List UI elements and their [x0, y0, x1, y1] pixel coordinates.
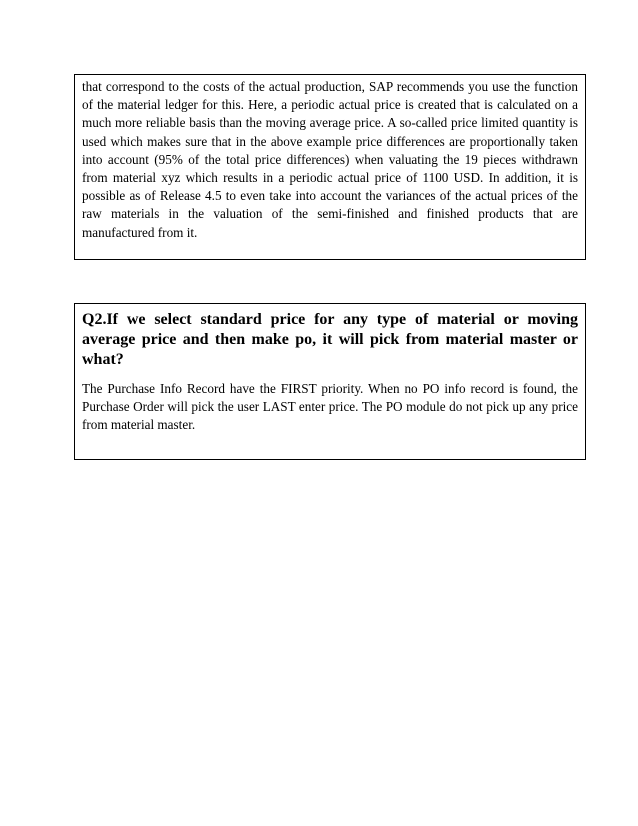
continuation-paragraph: that correspond to the costs of the actual production, SAP recommends you use the function of the material ledger for this. Here, a periodic actual price is created that is calculated on a much more reliable basis than the moving average price. A so-called price limited quantity is used which makes sure that in the above example price differences are proportionally taken into account (95% of the total price differences) when valuating the 19 pieces withdrawn from material xyz which results in a periodic actual price of 1100 USD. In addition, it is possible as of Release 4.5 to even take into account the variances of the actual prices of the raw materials in the valuation of the semi-finished and finished products that are manufactured from it.	[82, 79, 578, 240]
answer-paragraph: The Purchase Info Record have the FIRST priority. When no PO info record is found, the Purchase Order will pick the user LAST enter price. The PO module do not pick up any price from material master.	[82, 381, 578, 433]
text-box-continuation	[74, 74, 586, 260]
question-heading: Q2.If we select standard price for any type of material or moving average price and then make po, it will pick from material master or what?	[82, 311, 578, 368]
qa-box-q2	[74, 303, 586, 460]
